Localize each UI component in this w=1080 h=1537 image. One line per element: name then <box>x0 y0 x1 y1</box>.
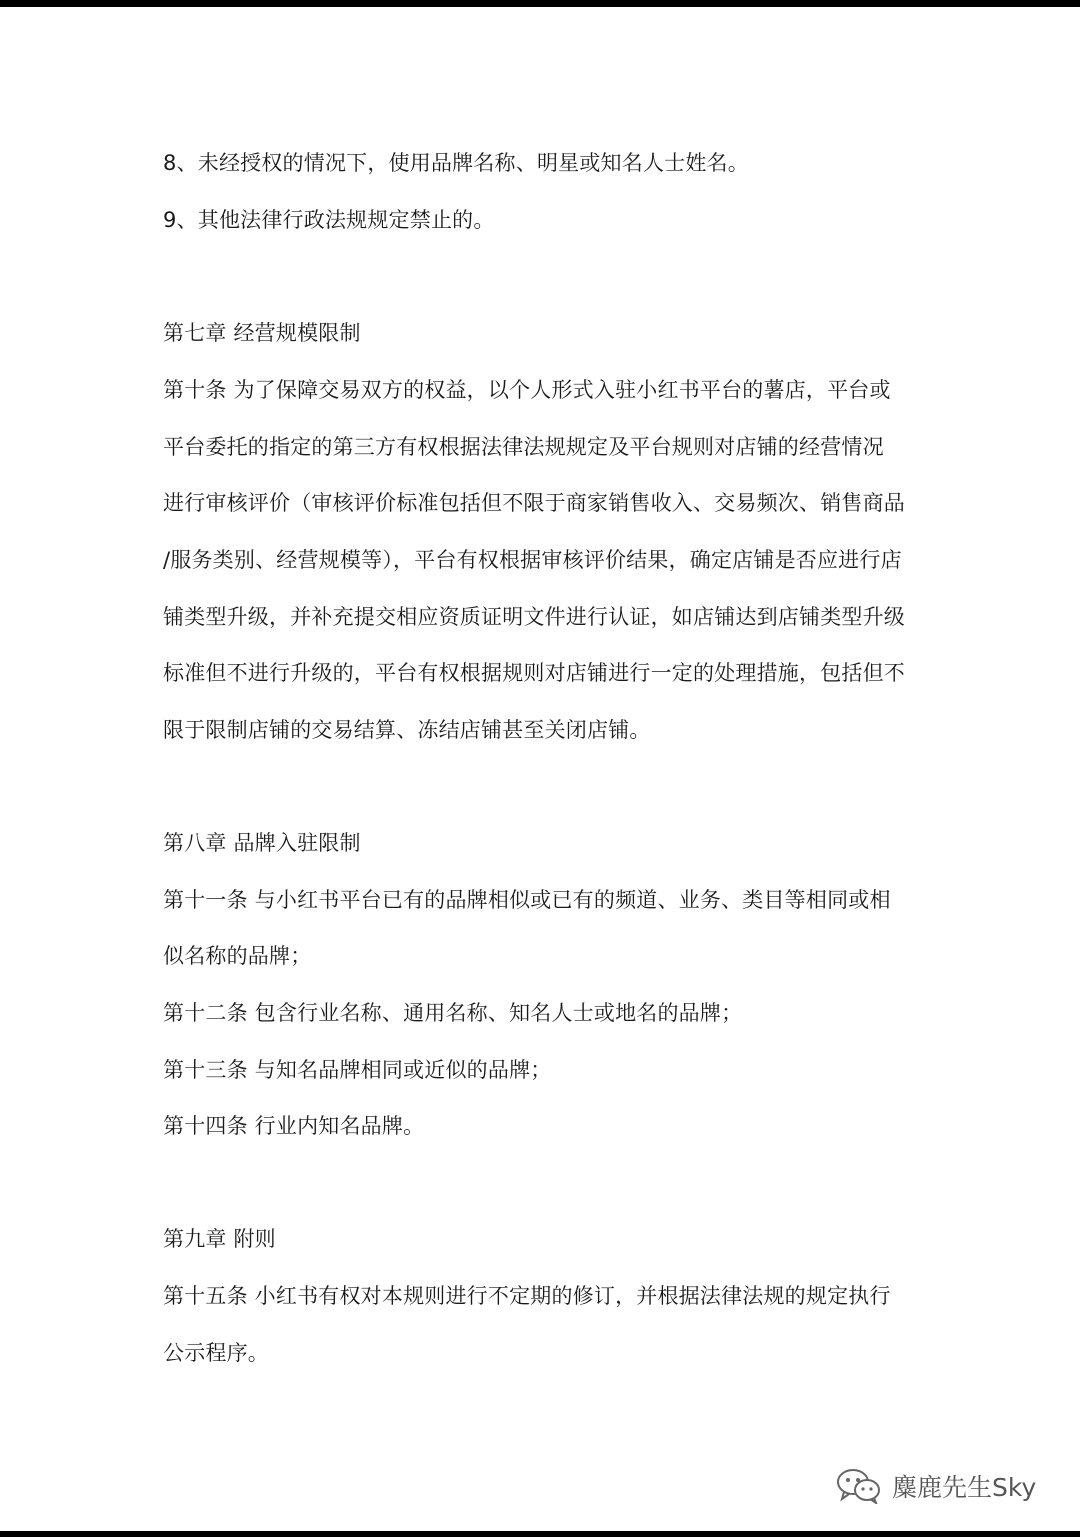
article-10-line: /服务类别、经营规模等），平台有权根据审核评价结果，确定店铺是否应进行店 <box>163 548 902 572</box>
article-10-line: 平台委托的指定的第三方有权根据法律法规规定及平台规则对店铺的经营情况 <box>163 435 884 459</box>
chapter-9-heading: 第九章 附则 <box>163 1227 276 1251</box>
wechat-icon <box>836 1468 882 1504</box>
bottom-border <box>0 1531 1080 1537</box>
article-15-line: 公示程序。 <box>163 1341 269 1365</box>
article-10-line: 进行审核评价（审核评价标准包括但不限于商家销售收入、交易频次、销售商品 <box>163 491 905 515</box>
article-14: 第十四条 行业内知名品牌。 <box>163 1114 425 1138</box>
article-10-line: 第十条 为了保障交易双方的权益，以个人形式入驻小红书平台的薯店，平台或 <box>163 378 891 402</box>
chapter-7-heading: 第七章 经营规模限制 <box>163 321 361 345</box>
rule-item-9: 9、其他法律行政法规规定禁止的。 <box>163 208 495 232</box>
chapter-8-heading: 第八章 品牌入驻限制 <box>163 831 361 855</box>
watermark-text: 麋鹿先生Sky <box>892 1473 1037 1502</box>
article-10-line: 限于限制店铺的交易结算、冻结店铺甚至关闭店铺。 <box>163 718 651 742</box>
article-15-line: 第十五条 小红书有权对本规则进行不定期的修订，并根据法律法规的规定执行 <box>163 1284 891 1308</box>
article-10-line: 标准但不进行升级的，平台有权根据规则对店铺进行一定的处理措施，包括但不 <box>163 661 905 685</box>
rule-item-8: 8、未经授权的情况下，使用品牌名称、明星或知名人士姓名。 <box>163 151 749 175</box>
article-11-line: 似名称的品牌； <box>163 944 312 968</box>
top-border <box>0 0 1080 7</box>
article-13: 第十三条 与知名品牌相同或近似的品牌； <box>163 1058 552 1082</box>
watermark <box>836 1466 1036 1506</box>
article-11-line: 第十一条 与小红书平台已有的品牌相似或已有的频道、业务、类目等相同或相 <box>163 888 891 912</box>
article-12: 第十二条 包含行业名称、通用名称、知名人士或地名的品牌； <box>163 1001 743 1025</box>
article-10-line: 铺类型升级，并补充提交相应资质证明文件进行认证，如店铺达到店铺类型升级 <box>163 605 905 629</box>
